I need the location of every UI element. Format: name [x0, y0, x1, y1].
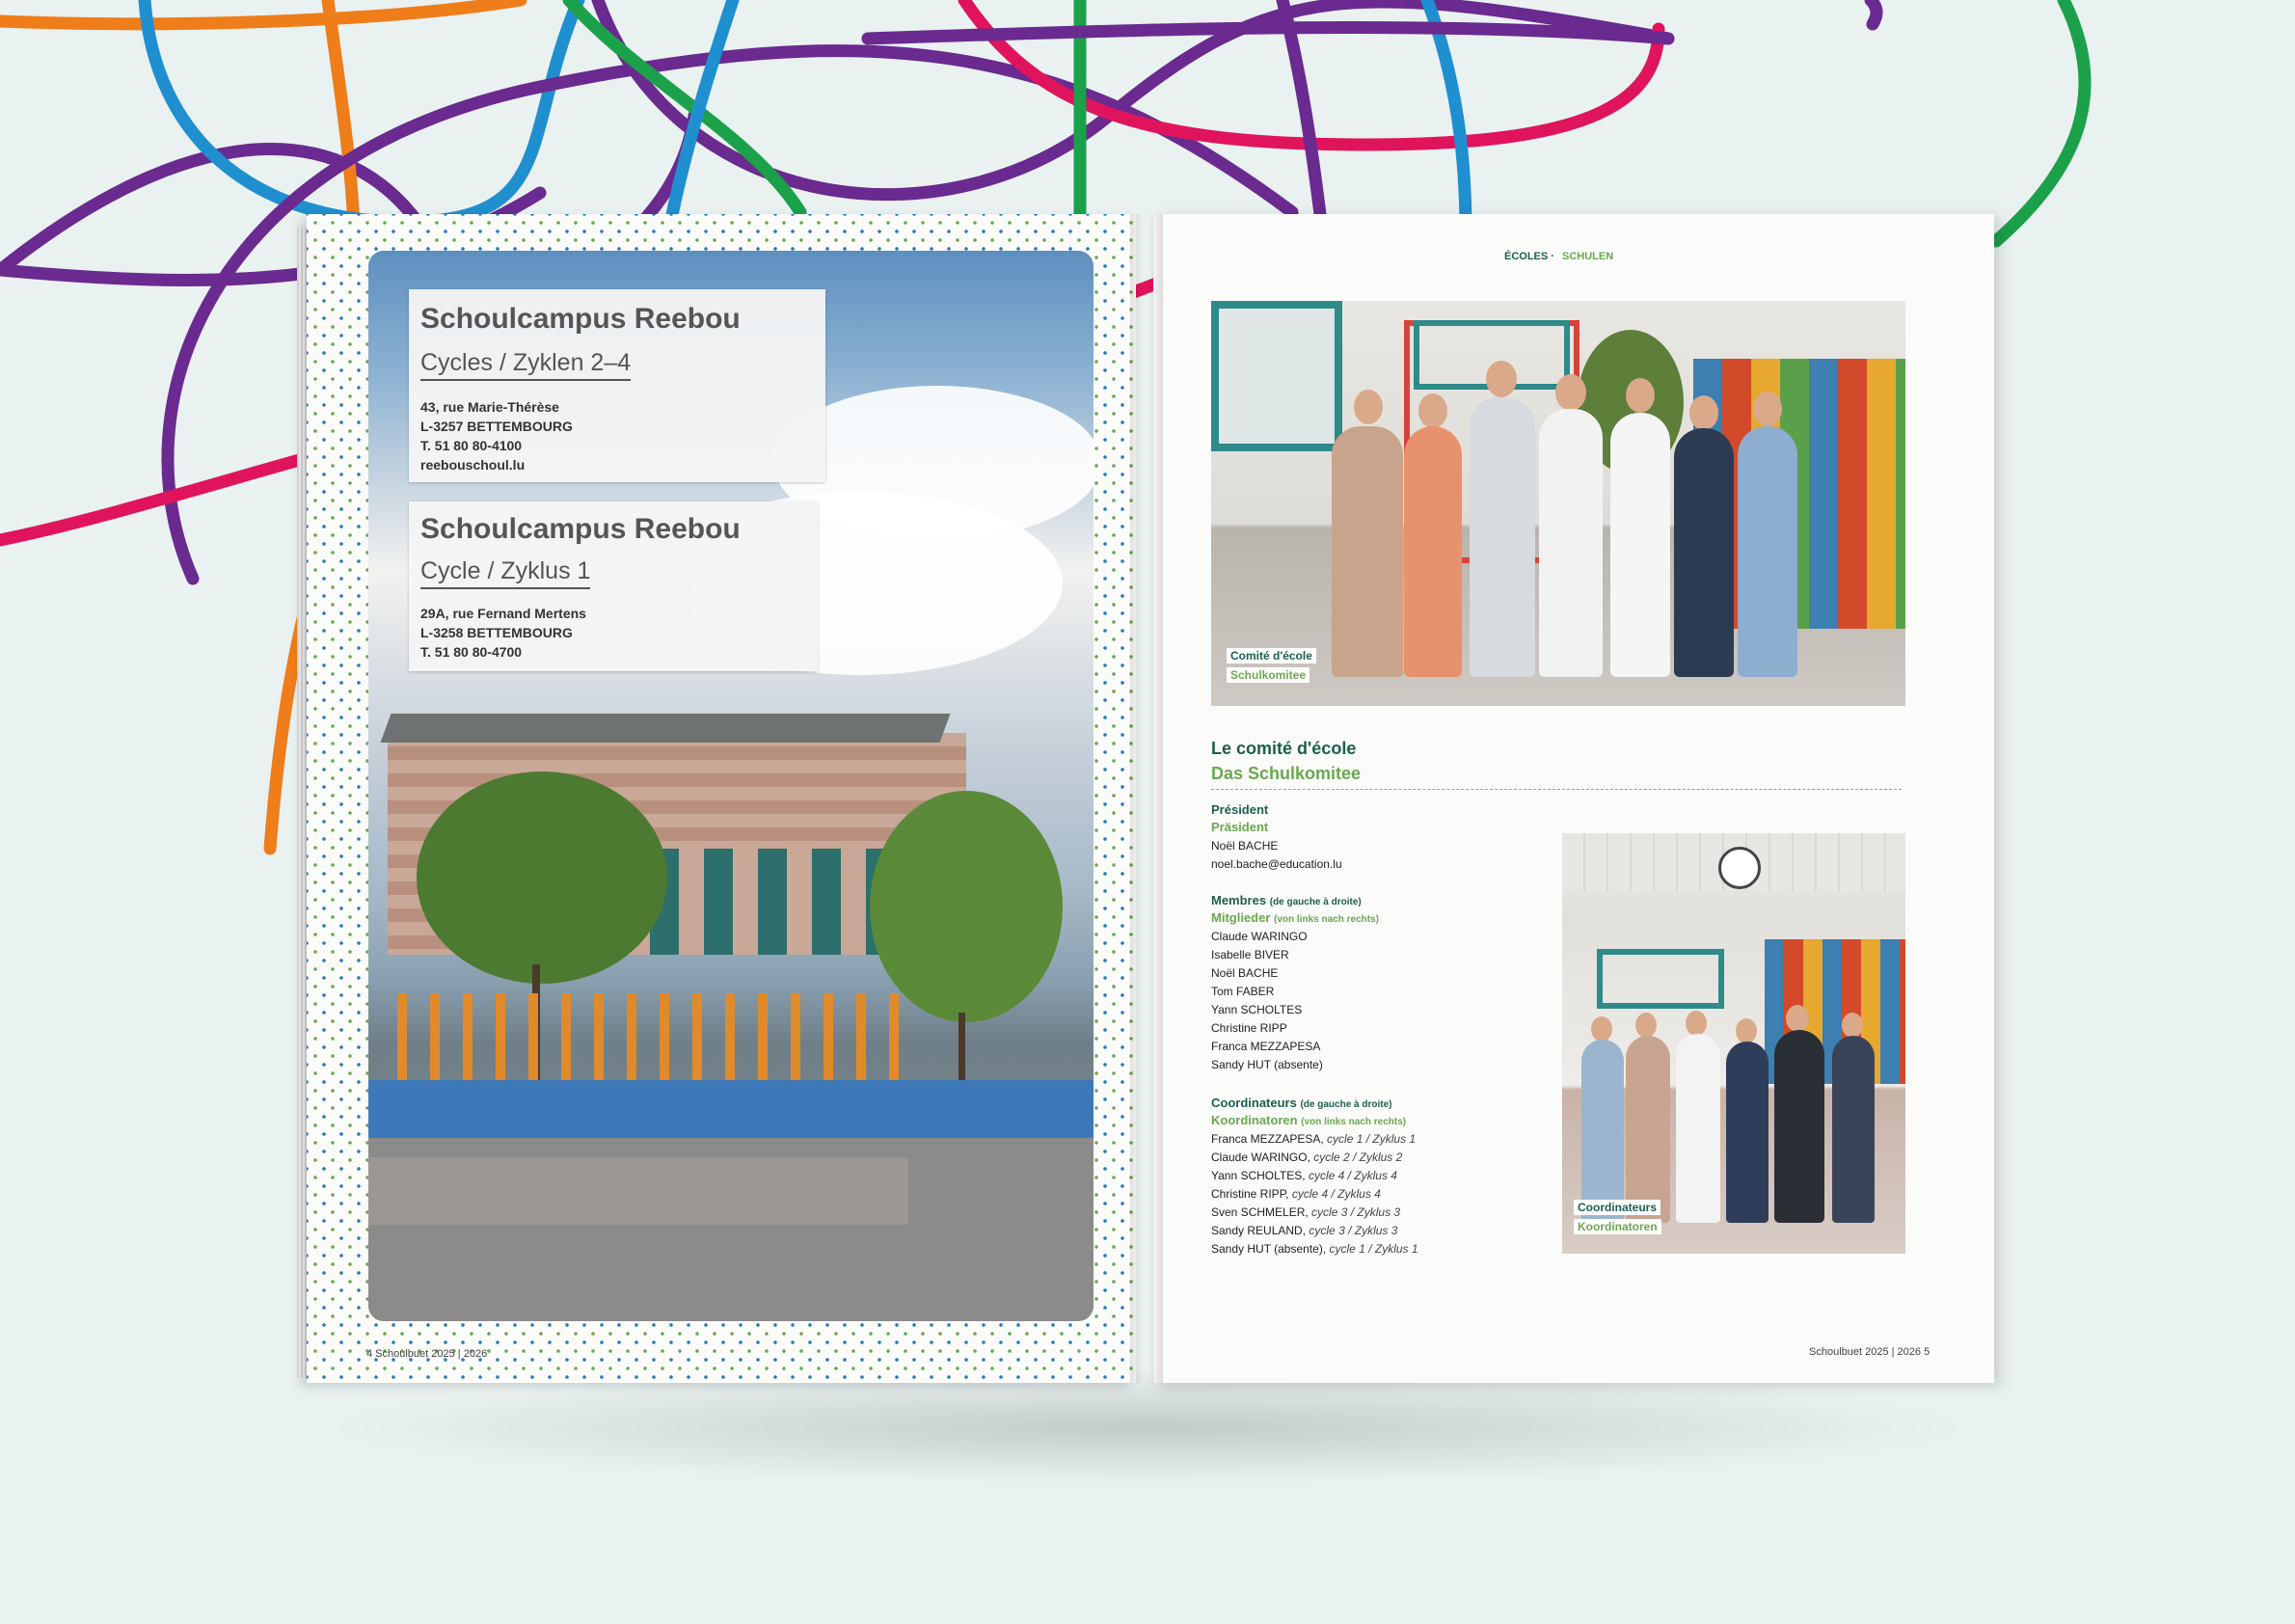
person-head [1626, 378, 1655, 413]
card-title: Schoulcampus Reebou [420, 303, 741, 335]
card-subtitle: Cycle / Zyklus 1 [420, 557, 590, 589]
address-card-cycle-1 [409, 501, 818, 671]
coordinator-name: Sven SCHMELER, [1211, 1205, 1309, 1219]
list-item [1211, 1204, 1418, 1222]
person [1832, 1036, 1875, 1223]
photo-caption-fr: Coordinateurs [1574, 1200, 1660, 1215]
list-item [1211, 1130, 1418, 1149]
card-website[interactable]: reebouschoul.lu [420, 457, 526, 473]
list-item: Yann SCHOLTES [1211, 1003, 1303, 1016]
coordinators-list [1211, 1130, 1418, 1259]
section-divider [1211, 789, 1902, 790]
list-item: Isabelle BIVER [1211, 948, 1289, 961]
list-item: Claude WARINGO [1211, 930, 1308, 943]
person-head [1635, 1013, 1657, 1038]
card-subtitle: Cycles / Zyklen 2–4 [420, 349, 631, 381]
school-committee-photo [1211, 301, 1905, 706]
photo-caption-de: Koordinatoren [1574, 1219, 1661, 1234]
person [1539, 409, 1603, 677]
photo-caption-fr: Comité d'école [1227, 648, 1316, 663]
president-name: Noël BACHE [1211, 839, 1279, 853]
left-page-footer: 4 Schoulbuet 2025 | 2026 [366, 1348, 488, 1360]
bench [368, 1157, 908, 1225]
playground-ground [368, 1080, 1094, 1138]
person [1626, 1036, 1670, 1223]
person-head [1418, 393, 1447, 428]
coordinators-label-note: (von links nach rechts) [1301, 1117, 1407, 1127]
coordinator-name: Sandy REULAND, [1211, 1224, 1307, 1237]
person-head [1736, 1018, 1757, 1043]
list-item: Tom FABER [1211, 985, 1275, 998]
clock-icon [1718, 847, 1761, 889]
person [1404, 426, 1462, 677]
window [1597, 949, 1724, 1009]
list-item: Sandy HUT (absente) [1211, 1058, 1323, 1071]
coordinator-cycle: cycle 4 / Zyklus 4 [1308, 1169, 1397, 1182]
person [1774, 1030, 1824, 1223]
person-head [1486, 361, 1517, 397]
person [1674, 428, 1734, 677]
right-page-footer: Schoulbuet 2025 | 2026 5 [1809, 1346, 1930, 1358]
list-item [1211, 1222, 1418, 1240]
members-label-de [1211, 910, 1379, 925]
coordinator-cycle: cycle 1 / Zyklus 1 [1327, 1132, 1417, 1146]
person [1610, 413, 1670, 677]
president-label-fr: Président [1211, 802, 1269, 817]
person [1726, 1042, 1768, 1223]
section-header-fr: ÉCOLES · [1504, 251, 1554, 262]
book-gutter [1130, 214, 1163, 1383]
person [1332, 426, 1403, 677]
tree [870, 791, 1063, 1022]
person [1470, 397, 1535, 677]
coordinator-cycle: cycle 3 / Zyklus 3 [1311, 1205, 1401, 1219]
list-item: Christine RIPP [1211, 1021, 1287, 1035]
coordinator-name: Yann SCHOLTES, [1211, 1169, 1306, 1182]
list-item: Franca MEZZAPESA [1211, 1040, 1321, 1053]
coordinators-label-fr [1211, 1096, 1391, 1110]
president-email[interactable]: noel.bache@education.lu [1211, 857, 1342, 871]
members-label-text: Membres [1211, 893, 1267, 907]
person-head [1591, 1016, 1612, 1042]
card-title: Schoulcampus Reebou [420, 513, 741, 545]
members-label-text: Mitglieder [1211, 910, 1271, 925]
person-head [1555, 374, 1586, 411]
book-shadow [318, 1369, 1977, 1485]
list-item [1211, 1185, 1418, 1204]
person-head [1753, 392, 1782, 426]
window [1211, 301, 1342, 451]
members-label-note: (von links nach rechts) [1274, 914, 1379, 925]
card-phone: T. 51 80 80-4700 [420, 644, 523, 660]
members-list [1211, 928, 1323, 1074]
card-city: L-3258 BETTEMBOURG [420, 625, 573, 640]
person-head [1689, 395, 1718, 430]
members-label-fr [1211, 893, 1362, 907]
card-phone: T. 51 80 80-4100 [420, 438, 523, 453]
address-card-cycles-2-4 [409, 289, 825, 482]
coordinators-label-text: Koordinatoren [1211, 1113, 1298, 1127]
coordinator-cycle: cycle 4 / Zyklus 4 [1291, 1187, 1381, 1201]
coordinators-photo [1562, 833, 1905, 1254]
list-item [1211, 1240, 1418, 1259]
coordinator-cycle: cycle 3 / Zyklus 3 [1309, 1224, 1398, 1237]
section-header-de: SCHULEN [1562, 251, 1614, 262]
playground-posts [397, 993, 899, 1090]
person-head [1842, 1013, 1863, 1038]
section-title-de: Das Schulkomitee [1211, 764, 1362, 783]
person [1676, 1034, 1720, 1223]
coordinator-cycle: cycle 2 / Zyklus 2 [1313, 1150, 1403, 1164]
coordinator-cycle: cycle 1 / Zyklus 1 [1329, 1242, 1418, 1256]
card-address: 29A, rue Fernand Mertens [420, 606, 586, 621]
list-item [1211, 1149, 1418, 1167]
person [1581, 1040, 1624, 1223]
card-address: 43, rue Marie-Thérèse [420, 399, 559, 415]
card-city: L-3257 BETTEMBOURG [420, 419, 573, 434]
president-label-de: Präsident [1211, 820, 1269, 834]
coordinators-label-de [1211, 1113, 1406, 1127]
coordinator-name: Sandy HUT (absente), [1211, 1242, 1327, 1256]
building-roof [381, 714, 951, 743]
photo-caption-de: Schulkomitee [1227, 667, 1310, 683]
section-title-fr: Le comité d'école [1211, 739, 1357, 758]
person [1738, 426, 1797, 677]
coordinator-name: Claude WARINGO, [1211, 1150, 1310, 1164]
members-label-note: (de gauche à droite) [1269, 897, 1362, 907]
person-head [1354, 390, 1383, 424]
list-item: Noël BACHE [1211, 966, 1279, 980]
coordinators-label-text: Coordinateurs [1211, 1096, 1297, 1110]
coordinator-name: Christine RIPP, [1211, 1187, 1289, 1201]
coordinator-name: Franca MEZZAPESA, [1211, 1132, 1324, 1146]
list-item [1211, 1167, 1418, 1185]
person-head [1686, 1011, 1707, 1036]
coordinators-label-note: (de gauche à droite) [1300, 1099, 1392, 1110]
tree [417, 771, 667, 984]
person-head [1786, 1005, 1809, 1032]
